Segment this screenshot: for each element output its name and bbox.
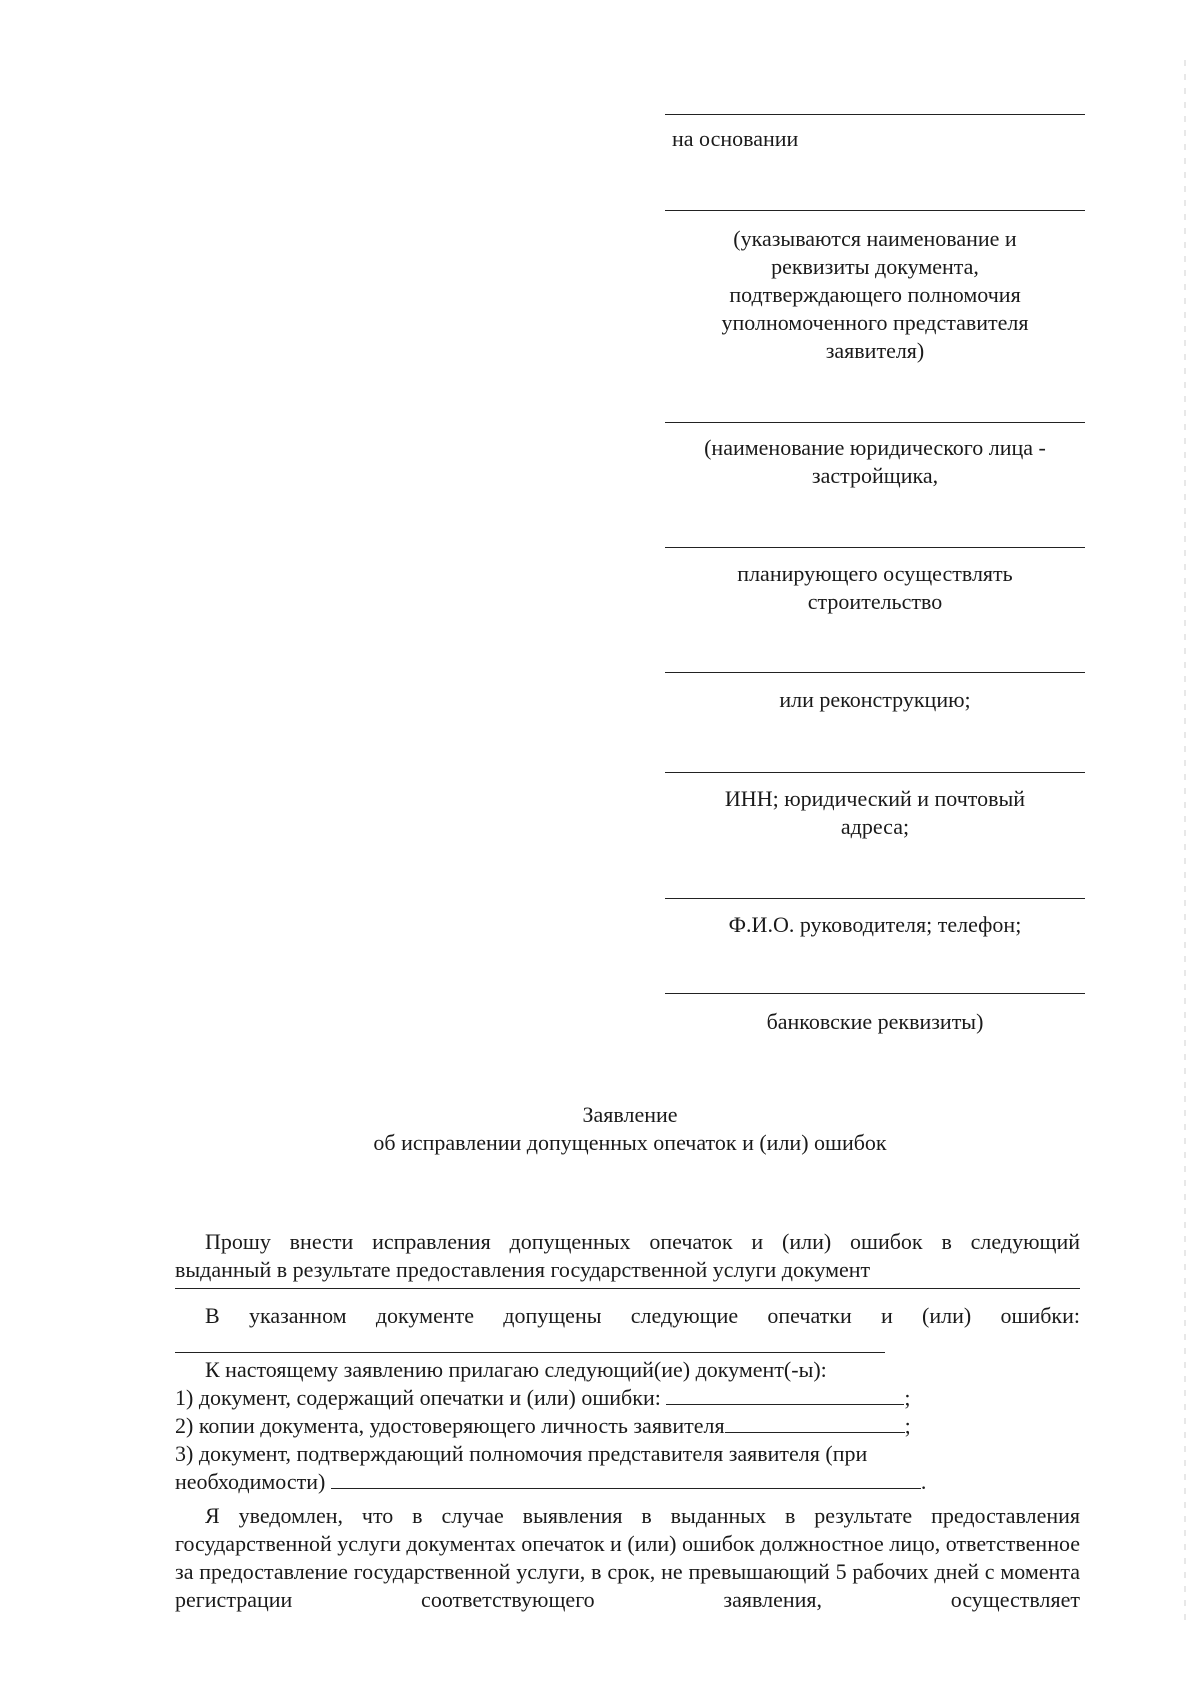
signature-line-6 [665, 772, 1085, 773]
signature-line-8 [665, 993, 1085, 994]
on-basis-label: на основании [672, 126, 799, 151]
head-name-caption: Ф.И.О. руководителя; телефон; [728, 912, 1022, 937]
legal-entity-caption: (наименование юридического лица - застройщика, [704, 435, 1046, 488]
planning-caption: планирующего осуществлять строительство [737, 561, 1013, 614]
signature-line-2 [665, 210, 1085, 211]
attachment-item-1-blank [666, 1384, 904, 1405]
signature-line-3 [665, 422, 1085, 423]
attachment-item-1 [175, 1384, 910, 1412]
attachment-item-1-text: 1) документ, содержащий опечатки и (или) ошибки: [175, 1385, 661, 1410]
attachments-intro: К настоящему заявлению прилагаю следующий(ие) документ(-ы): [205, 1357, 827, 1382]
request-line-2: выданный в результате предоставления государственной услуги документ [175, 1257, 871, 1282]
document-subtitle: об исправлении допущенных опечаток и (или) ошибок [373, 1130, 887, 1155]
attachment-item-3-line-1: 3) документ, подтверждающий полномочия представителя заявителя (при [175, 1441, 868, 1466]
errors-fill-line [175, 1352, 885, 1353]
document-requisites-caption: (указываются наименование и реквизиты документа, подтверждающего полномочия уполномоченного представителя заявителя) [721, 226, 1029, 363]
signature-line-4 [665, 547, 1085, 548]
document-title: Заявление [582, 1102, 678, 1127]
attachment-item-3-line-2 [175, 1468, 926, 1496]
request-fill-line [175, 1288, 1080, 1289]
errors-line: В указанном документе допущены следующие опечатки и (или) ошибки: [205, 1303, 1080, 1328]
inn-caption: ИНН; юридический и почтовый адреса; [724, 786, 1026, 839]
notice-paragraph: Я уведомлен, что в случае выявления в выданных в результате предоставления государственной услуги документах опечаток и (или) ошибок должностное лицо, ответственное за предоставление государственной услуги, в срок, не превышающий 5 рабочих дней с момента регистрации соответствующего заявления, осуществляет [175, 1503, 1080, 1612]
attachment-item-3-blank [331, 1468, 921, 1489]
attachment-item-2-blank [725, 1412, 905, 1433]
signature-line-5 [665, 672, 1085, 673]
attachment-item-2 [175, 1412, 911, 1440]
bank-caption: банковские реквизиты) [766, 1009, 984, 1034]
signature-line-1 [665, 114, 1085, 115]
attachment-item-2-end: ; [904, 1413, 911, 1438]
reconstruction-caption: или реконструкцию; [779, 687, 971, 712]
attachment-item-3-end: . [920, 1469, 927, 1494]
attachment-item-1-end: ; [904, 1385, 911, 1410]
scan-edge-artifact [1184, 60, 1186, 1620]
attachment-item-3-text: необходимости) [175, 1469, 326, 1494]
request-line-1: Прошу внести исправления допущенных опечаток и (или) ошибок в следующий [205, 1229, 1080, 1254]
signature-line-7 [665, 898, 1085, 899]
attachment-item-2-text: 2) копии документа, удостоверяющего личность заявителя [175, 1413, 725, 1438]
